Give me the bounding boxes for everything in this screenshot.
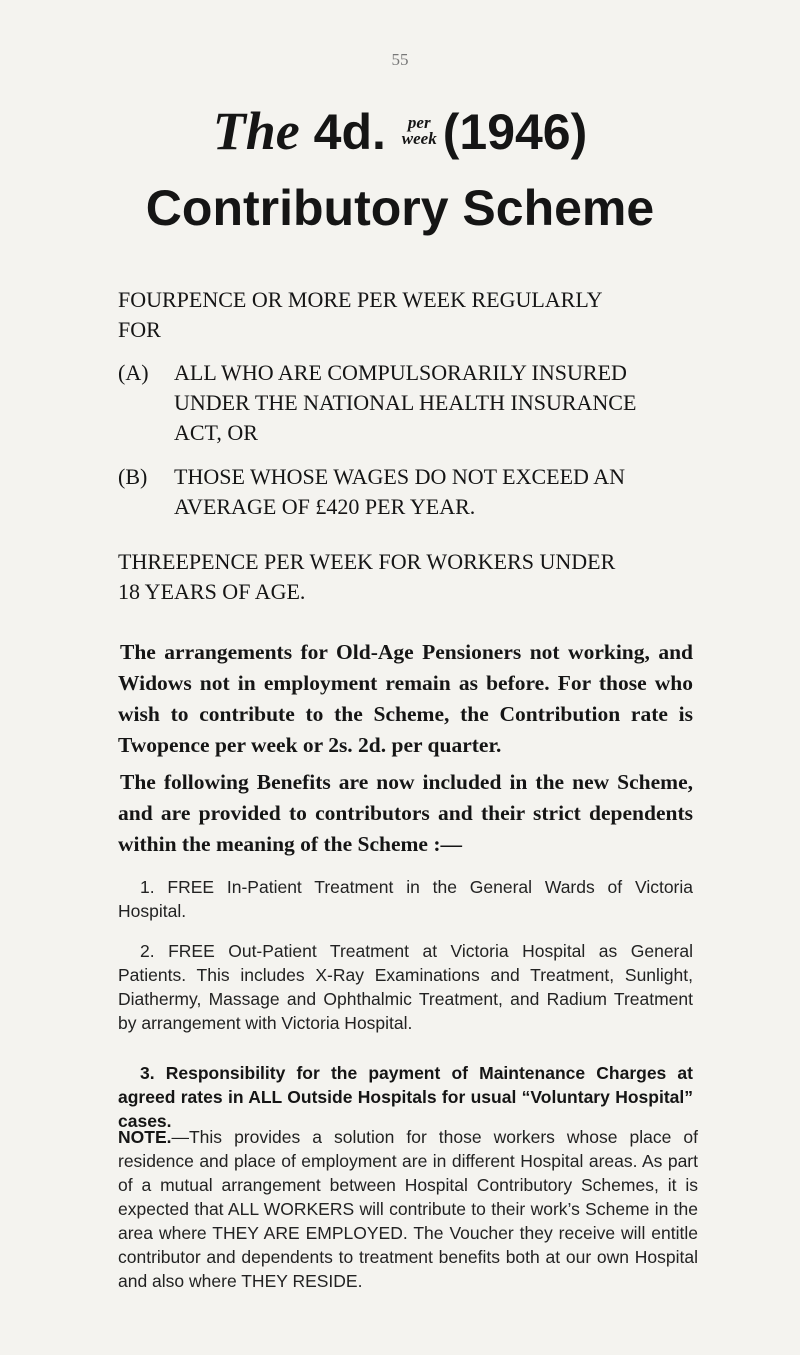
pensioners-paragraph: The arrangements for Old-Age Pensioners not working, and Widows not in employment remain as before. For those who wish to contribute to the Scheme, the Contribution rate is Twopence per week or 2s. 2d. per quarter. (118, 640, 693, 757)
title-per: per (407, 112, 431, 132)
title-amount: 4d. (313, 104, 386, 160)
intro-line-2: FOR (118, 317, 161, 342)
benefit-item-3: 3. Responsibility for the payment of Maintenance Charges at agreed rates in ALL Outside Hospitals for usual “Voluntary Hospital” cases. (118, 1063, 693, 1131)
page-number: 55 (391, 50, 409, 69)
threepence-line-1: THREEPENCE PER WEEK FOR WORKERS UNDER (118, 549, 616, 574)
item-a-line-3: ACT, OR (174, 420, 258, 445)
benefit-item-1: 1. FREE In-Patient Treatment in the General Wards of Victoria Hospital. (118, 877, 693, 921)
threepence-line-2: 18 YEARS OF AGE. (118, 579, 306, 604)
page-title (0, 96, 800, 167)
benefit-item-2: 2. FREE Out-Patient Treatment at Victoria Hospital as General Patients. This includes X-Ray Examinations and Treatment, Sunlight, Diathermy, Massage and Ophthalmic Treatment, and Radium Treatment by arrangement with Victoria Hospital. (118, 941, 693, 1033)
title-the: The (212, 101, 300, 161)
note-label: NOTE. (118, 1127, 172, 1147)
title-per-week (401, 112, 437, 148)
item-a-line-1: ALL WHO ARE COMPULSORARILY INSURED (174, 360, 627, 385)
benefits-intro: The following Benefits are now included in the new Scheme, and are provided to contributors and their strict dependents within the meaning of the Scheme :— (118, 770, 693, 856)
note-block (118, 1125, 698, 1293)
title-year: (1946) (442, 104, 588, 160)
item-a-label: (A) (118, 360, 149, 385)
item-b-line-1: THOSE WHOSE WAGES DO NOT EXCEED AN (174, 464, 625, 489)
item-a-line-2: UNDER THE NATIONAL HEALTH INSURANCE (174, 390, 637, 415)
title-week: week (401, 128, 437, 148)
note-text: —This provides a solution for those workers whose place of residence and place of employment are in different Hospital areas. As part of a mutual arrangement between Hospital Contributory Schemes, it is expected that ALL WORKERS will contribute to their work’s Scheme in the area where THEY ARE EMPLOYED. The Voucher they receive will entitle contributor and dependents to treatment benefits both at our own Hospital and also where THEY RESIDE. (118, 1127, 698, 1291)
page-subtitle: Contributory Scheme (145, 180, 655, 236)
intro-line-1: FOURPENCE OR MORE PER WEEK REGULARLY (118, 287, 603, 312)
item-b-line-2: AVERAGE OF £420 PER YEAR. (174, 494, 476, 519)
item-b-label: (B) (118, 464, 148, 489)
